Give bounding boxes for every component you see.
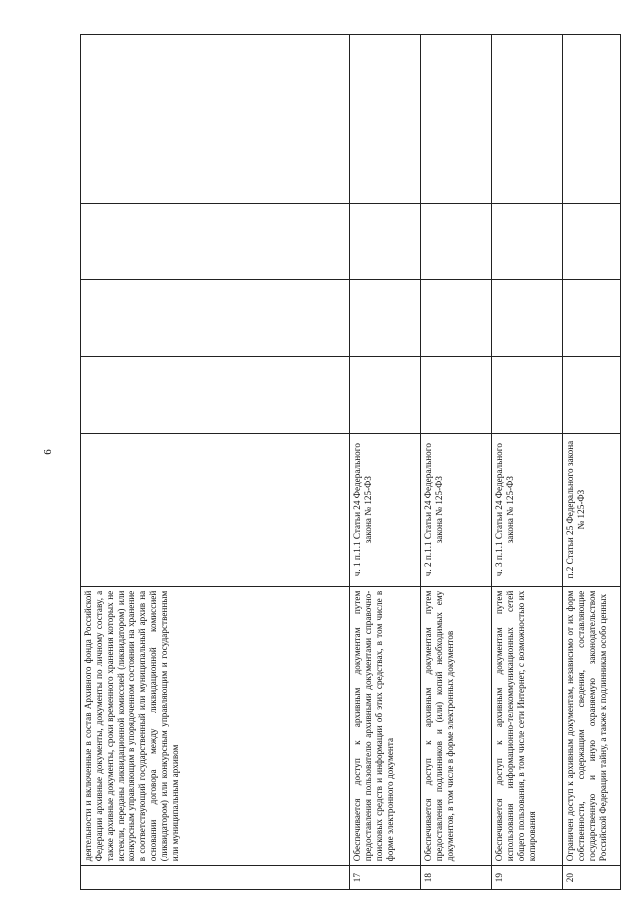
empty-cell	[421, 203, 492, 280]
empty-cell	[81, 35, 350, 204]
table-row	[563, 35, 621, 890]
empty-cell	[81, 203, 350, 280]
law-reference: ч. 2 п.1.1 Статьи 24 Федерального закона № 125-ФЗ	[421, 433, 492, 586]
empty-cell	[492, 280, 563, 357]
requirements-table	[80, 34, 621, 890]
page-number: 6	[42, 449, 54, 455]
requirement-text: Ограничен доступ к архивным документам, независимо от их форм собственности, содержащим сведения, составляющие государственную и иную охраняемую законодательством Российской Федерации тайну, а также к подлинникам особо ценных	[563, 586, 621, 865]
table-row	[421, 35, 492, 890]
empty-cell	[421, 35, 492, 204]
law-reference: п.2 Статьи 25 Федерального закона № 125-ФЗ	[563, 433, 621, 586]
empty-cell	[350, 35, 421, 204]
empty-cell	[81, 280, 350, 357]
empty-cell	[563, 35, 621, 204]
table-rotation-layer	[80, 34, 620, 890]
row-number: 17	[350, 866, 421, 890]
law-reference	[81, 433, 350, 586]
requirement-text: Обеспечивается доступ к архивным документам путем предоставления пользователю архивными документами справочно-поисковых средств и информации об этих средствах, в том числе в форме электронного документа	[350, 586, 421, 865]
empty-cell	[350, 203, 421, 280]
empty-cell	[350, 356, 421, 433]
empty-cell	[81, 356, 350, 433]
empty-cell	[492, 203, 563, 280]
empty-cell	[350, 280, 421, 357]
requirement-text: Обеспечивается доступ к архивным документам путем использования информационно-телекоммуникационных сетей общего пользования, в том числе сети Интернет, с возможностью их копирования	[492, 586, 563, 865]
rotated-table-container	[80, 34, 620, 890]
empty-cell	[563, 203, 621, 280]
empty-cell	[421, 280, 492, 357]
requirement-text: Обеспечивается доступ к архивным документам путем предоставления подлинников и (или) копий необходимых ему документов, в том числе в форме электронных документов	[421, 586, 492, 865]
empty-cell	[492, 356, 563, 433]
empty-cell	[563, 356, 621, 433]
table-row	[81, 35, 350, 890]
table-row	[350, 35, 421, 890]
row-number	[81, 866, 350, 890]
empty-cell	[492, 35, 563, 204]
row-number: 19	[492, 866, 563, 890]
empty-cell	[563, 280, 621, 357]
table-row	[492, 35, 563, 890]
row-number: 18	[421, 866, 492, 890]
law-reference: ч. 1 п.1.1 Статьи 24 Федерального закона № 125-ФЗ	[350, 433, 421, 586]
requirement-text: деятельности и включенные в состав Архивного фонда Российской Федерации архивные документы, документы по личному составу, а также архивные документы, сроки временного хранения которых не истекли, переданы ликвидационной комиссией (ликвидатором) или конкурсным управляющим в упорядоченном состоянии на хранение в соответствующий государственный или муниципальный архив на основании договора между ликвидационной комиссией (ликвидатором) или конкурсным управляющим и государственным или муниципальным архивом	[81, 586, 350, 865]
law-reference: ч. 3 п.1.1 Статьи 24 Федерального закона № 125-ФЗ	[492, 433, 563, 586]
empty-cell	[421, 356, 492, 433]
row-number: 20	[563, 866, 621, 890]
